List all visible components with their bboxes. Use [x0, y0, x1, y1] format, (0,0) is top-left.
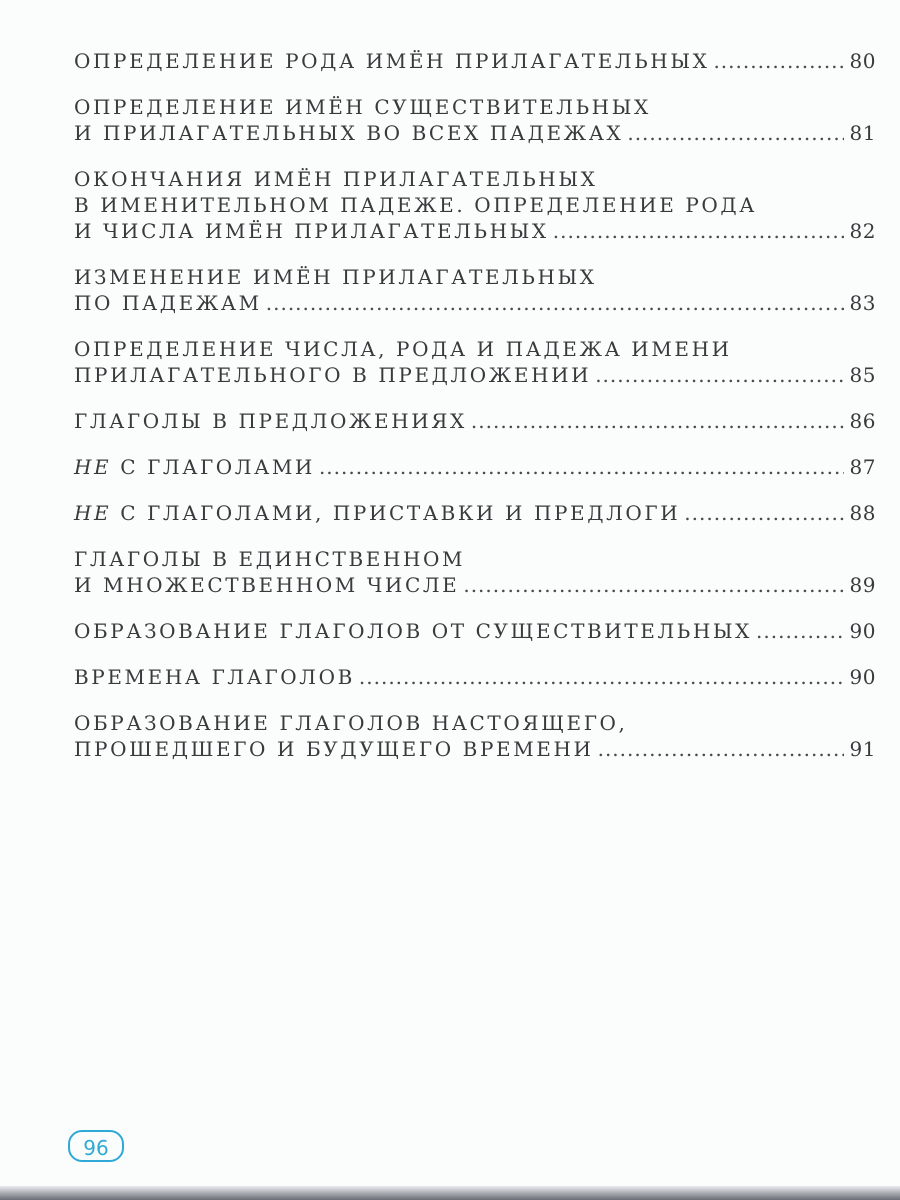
toc-entry-last-line — [74, 48, 876, 74]
toc-entry — [74, 500, 876, 526]
toc-entry — [74, 264, 876, 316]
toc-entry-title: ОБРАЗОВАНИЕ ГЛАГОЛОВ ОТ СУЩЕСТВИТЕЛЬНЫХ — [74, 619, 753, 643]
toc-entry — [74, 454, 876, 480]
dot-leader — [627, 120, 843, 146]
table-of-contents — [74, 48, 876, 782]
toc-entry-title: И ПРИЛАГАТЕЛЬНЫХ ВО ВСЕХ ПАДЕЖАХ — [74, 121, 624, 145]
toc-entry-title: ПО ПАДЕЖАМ — [74, 291, 262, 315]
toc-entry-title-rest: С ГЛАГОЛАМИ, ПРИСТАВКИ И ПРЕДЛОГИ — [111, 501, 681, 525]
dot-leader — [713, 48, 843, 74]
page-number-badge: 96 — [68, 1130, 124, 1162]
toc-page-number: 91 — [849, 737, 876, 761]
toc-page-number: 85 — [849, 363, 876, 387]
toc-entry-last-line — [74, 572, 876, 598]
page-bottom-edge — [0, 1186, 900, 1200]
toc-entry-title — [74, 454, 315, 480]
toc-entry — [74, 94, 876, 146]
toc-entry — [74, 546, 876, 598]
toc-page-number: 87 — [849, 455, 876, 479]
dot-leader — [359, 664, 844, 690]
toc-entry — [74, 336, 876, 388]
toc-entry — [74, 48, 876, 74]
toc-entry-title-rest: С ГЛАГОЛАМИ — [111, 455, 315, 479]
italic-prefix: НЕ — [74, 501, 112, 525]
toc-entry-last-line — [74, 120, 876, 146]
toc-page-number: 89 — [849, 573, 876, 597]
toc-entry-last-line — [74, 664, 876, 690]
toc-entry-title: ОКОНЧАНИЯ ИМЁН ПРИЛАГАТЕЛЬНЫХ — [74, 167, 598, 191]
toc-entry-title: ОПРЕДЕЛЕНИЕ ЧИСЛА, РОДА И ПАДЕЖА ИМЕНИ — [74, 337, 732, 361]
toc-entry-last-line — [74, 362, 876, 388]
toc-entry-title: ИЗМЕНЕНИЕ ИМЁН ПРИЛАГАТЕЛЬНЫХ — [74, 265, 597, 289]
toc-entry-title: ГЛАГОЛЫ В ЕДИНСТВЕННОМ — [74, 547, 466, 571]
toc-entry-last-line — [74, 454, 876, 480]
dot-leader — [756, 618, 844, 644]
toc-entry — [74, 664, 876, 690]
toc-entry-title: И МНОЖЕСТВЕННОМ ЧИСЛЕ — [74, 573, 460, 597]
toc-entry — [74, 408, 876, 434]
toc-entry-last-line — [74, 218, 876, 244]
toc-page-number: 90 — [849, 619, 876, 643]
toc-entry-title: ГЛАГОЛЫ В ПРЕДЛОЖЕНИЯХ — [74, 409, 467, 433]
toc-page-number: 81 — [849, 121, 876, 145]
dot-leader — [684, 500, 843, 526]
dot-leader — [319, 454, 844, 480]
toc-page-number: 83 — [849, 291, 876, 315]
toc-entry-last-line — [74, 500, 876, 526]
toc-entry-title: И ЧИСЛА ИМЁН ПРИЛАГАТЕЛЬНЫХ — [74, 219, 549, 243]
dot-leader — [266, 290, 844, 316]
toc-entry-last-line — [74, 408, 876, 434]
toc-entry-last-line — [74, 736, 876, 762]
dot-leader — [553, 218, 844, 244]
toc-entry — [74, 710, 876, 762]
toc-entry-last-line — [74, 290, 876, 316]
toc-entry-title — [74, 500, 680, 526]
toc-entry-last-line — [74, 618, 876, 644]
dot-leader — [598, 736, 844, 762]
toc-page-number: 80 — [849, 49, 876, 73]
dot-leader — [463, 572, 843, 598]
toc-page-number: 88 — [849, 501, 876, 525]
toc-entry-title: ПРИЛАГАТЕЛЬНОГО В ПРЕДЛОЖЕНИИ — [74, 363, 592, 387]
toc-entry-title: В ИМЕНИТЕЛЬНОМ ПАДЕЖЕ. ОПРЕДЕЛЕНИЕ РОДА — [74, 193, 758, 217]
toc-entry-title: ОПРЕДЕЛЕНИЕ ИМЁН СУЩЕСТВИТЕЛЬНЫХ — [74, 95, 651, 119]
toc-entry-title: ОБРАЗОВАНИЕ ГЛАГОЛОВ НАСТОЯЩЕГО, — [74, 711, 628, 735]
toc-entry — [74, 166, 876, 244]
toc-page-number: 90 — [849, 665, 876, 689]
toc-entry-title: ВРЕМЕНА ГЛАГОЛОВ — [74, 665, 355, 689]
dot-leader — [595, 362, 843, 388]
toc-entry-title: ПРОШЕДШЕГО И БУДУЩЕГО ВРЕМЕНИ — [74, 737, 594, 761]
dot-leader — [471, 408, 844, 434]
toc-entry — [74, 618, 876, 644]
toc-page-number: 86 — [849, 409, 876, 433]
toc-entry-title: ОПРЕДЕЛЕНИЕ РОДА ИМЁН ПРИЛАГАТЕЛЬНЫХ — [74, 49, 710, 73]
toc-page-number: 82 — [849, 219, 876, 243]
italic-prefix: НЕ — [74, 455, 112, 479]
